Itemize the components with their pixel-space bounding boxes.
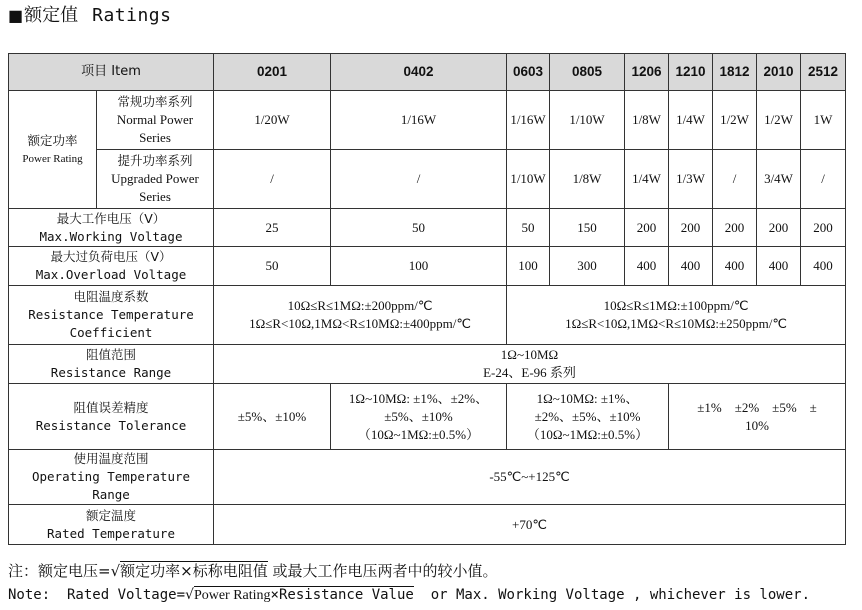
power-rating-label	[9, 91, 97, 209]
table-row-resistance-range	[9, 345, 846, 384]
cell-value: 3/4W	[757, 150, 801, 209]
normal-power-label-en2: Series	[139, 130, 171, 145]
cell-value: 100	[331, 247, 507, 286]
table-row-max-overload-voltage	[9, 247, 846, 286]
cell-value: 1/10W	[507, 150, 550, 209]
tcr-label-en1: Resistance Temperature	[28, 307, 194, 322]
table-row-normal-power	[9, 91, 846, 150]
square-root-icon: √	[185, 587, 194, 603]
header-size-2010: 2010	[757, 54, 801, 91]
tolerance-label	[9, 384, 214, 450]
note-zh-suffix: 或最大工作电压两者中的较小值。	[267, 562, 498, 580]
cell-value: 400	[757, 247, 801, 286]
power-rating-label-zh: 额定功率	[27, 132, 78, 148]
max-working-voltage-label-en: Max.Working Voltage	[39, 228, 183, 244]
max-working-voltage-label	[9, 209, 214, 247]
ratings-table	[8, 53, 846, 545]
resistance-range-line1: 1Ω~10MΩ	[500, 347, 559, 362]
cell-value: 1/2W	[713, 91, 757, 150]
cell-value: 400	[801, 247, 846, 286]
note-en-radicand-b: ×Resistance Value	[270, 587, 414, 603]
bullet-square-icon: ■	[8, 6, 24, 25]
tolerance-0402-line2: ±5%、±10%	[384, 408, 453, 424]
operating-temperature-label-en: Operating Temperature Range	[31, 469, 191, 502]
cell-value: 25	[214, 209, 331, 247]
header-size-0402: 0402	[331, 54, 507, 91]
header-size-1812: 1812	[713, 54, 757, 91]
max-overload-voltage-label-zh: 最大过负荷电压（V）	[50, 249, 172, 264]
operating-temperature-label	[9, 450, 214, 505]
tcr-high-line2: 1Ω≤R<10Ω,1MΩ<R≤10MΩ:±250ppm/℃	[565, 316, 787, 331]
resistance-range-line2: E-24、E-96 系列	[483, 365, 576, 380]
rated-temperature-cell: +70℃	[214, 505, 846, 545]
upgraded-power-label-zh: 提升功率系列	[117, 153, 193, 168]
cell-value: 200	[625, 209, 669, 247]
note-zh-radicand: 额定功率×标称电阻值	[120, 562, 268, 580]
cell-value: 50	[507, 209, 550, 247]
cell-value: 300	[550, 247, 625, 286]
tolerance-label-zh: 阻值误差精度	[73, 399, 149, 415]
tcr-label	[9, 286, 214, 345]
normal-power-label-en1: Normal Power	[116, 112, 194, 127]
power-rating-label-en: Power Rating	[22, 152, 83, 165]
rated-temperature-label-zh: 额定温度	[86, 507, 137, 523]
tolerance-mid-line2: ±2%、±5%、±10%	[534, 408, 641, 424]
cell-value: 1/20W	[214, 91, 331, 150]
note-en-radicand-a: Power Rating	[193, 588, 271, 603]
table-row-operating-temperature	[9, 450, 846, 505]
cell-value: 1/2W	[757, 91, 801, 150]
header-size-0805: 0805	[550, 54, 625, 91]
tolerance-0603-1206-cell	[507, 384, 669, 450]
tolerance-1210-2512-cell	[669, 384, 846, 450]
cell-value: 400	[625, 247, 669, 286]
tolerance-label-en: Resistance Tolerance	[35, 417, 187, 433]
cell-value: 1/16W	[507, 91, 550, 150]
header-item: 项目 Item	[9, 54, 214, 91]
operating-temperature-cell: -55℃~+125℃	[214, 450, 846, 505]
tolerance-0402-line1: 1Ω~10MΩ: ±1%、±2%、	[348, 390, 489, 406]
tcr-high-cell	[507, 286, 846, 345]
header-size-0201: 0201	[214, 54, 331, 91]
cell-value: 1/10W	[550, 91, 625, 150]
cell-value: /	[331, 150, 507, 209]
tcr-label-en2: Coefficient	[69, 325, 153, 340]
title-zh: 额定值	[24, 5, 79, 26]
cell-value: 400	[669, 247, 713, 286]
resistance-range-label-en: Resistance Range	[50, 365, 172, 380]
cell-value: 100	[507, 247, 550, 286]
tolerance-mid-line3: （10Ω~1MΩ:±0.5%）	[526, 426, 649, 442]
cell-value: 1/8W	[625, 91, 669, 150]
upgraded-power-label	[97, 150, 214, 209]
tolerance-mid-line1: 1Ω~10MΩ: ±1%、	[536, 390, 639, 406]
note-en-suffix: or Max. Working Voltage , whichever is lower.	[413, 587, 810, 603]
header-size-1206: 1206	[625, 54, 669, 91]
note-en-prefix: Note: Rated Voltage=	[8, 587, 186, 603]
cell-value: 1/3W	[669, 150, 713, 209]
table-row-rated-temperature	[9, 505, 846, 545]
cell-value: 50	[214, 247, 331, 286]
header-size-0603: 0603	[507, 54, 550, 91]
note-en-radicand	[194, 586, 414, 603]
cell-value: 1/16W	[331, 91, 507, 150]
cell-value: 1/4W	[669, 91, 713, 150]
cell-value: 1/4W	[625, 150, 669, 209]
cell-value: 50	[331, 209, 507, 247]
note-zh-prefix: 注：额定电压=	[8, 562, 111, 580]
normal-power-label	[97, 91, 214, 150]
table-row-max-working-voltage	[9, 209, 846, 247]
header-size-1210: 1210	[669, 54, 713, 91]
upgraded-power-label-en1: Upgraded Power	[111, 171, 199, 186]
tcr-high-line1: 10Ω≤R≤1MΩ:±100ppm/℃	[603, 298, 749, 313]
tolerance-large-line2: 10%	[745, 417, 769, 433]
normal-power-label-zh: 常规功率系列	[117, 94, 193, 109]
tolerance-0402-cell	[331, 384, 507, 450]
resistance-range-label-zh: 阻值范围	[86, 347, 137, 362]
rated-temperature-label-en: Rated Temperature	[47, 525, 175, 541]
tcr-label-zh: 电阻温度系数	[73, 289, 149, 304]
note-en	[8, 584, 810, 607]
cell-value: /	[801, 150, 846, 209]
table-header-row	[9, 54, 846, 91]
note-zh	[8, 560, 498, 582]
upgraded-power-label-en2: Series	[139, 189, 171, 204]
cell-value: /	[214, 150, 331, 209]
table-row-upgraded-power	[9, 150, 846, 209]
table-row-tolerance	[9, 384, 846, 450]
operating-temperature-label-zh: 使用温度范围	[73, 451, 149, 466]
header-size-2512: 2512	[801, 54, 846, 91]
cell-value: 200	[669, 209, 713, 247]
rated-temperature-label	[9, 505, 214, 545]
table-row-tcr	[9, 286, 846, 345]
max-working-voltage-label-zh: 最大工作电压（V）	[56, 210, 166, 226]
tolerance-0201-cell: ±5%、±10%	[214, 384, 331, 450]
cell-value: 1/8W	[550, 150, 625, 209]
tcr-standard-cell	[214, 286, 507, 345]
resistance-range-label	[9, 345, 214, 384]
tolerance-0402-line3: （10Ω~1MΩ:±0.5%）	[357, 426, 480, 442]
max-overload-voltage-label	[9, 247, 214, 286]
page-title	[8, 4, 171, 28]
cell-value: /	[713, 150, 757, 209]
cell-value: 200	[801, 209, 846, 247]
tcr-standard-line2: 1Ω≤R<10Ω,1MΩ<R≤10MΩ:±400ppm/℃	[249, 316, 471, 331]
cell-value: 400	[713, 247, 757, 286]
cell-value: 1W	[801, 91, 846, 150]
cell-value: 200	[713, 209, 757, 247]
cell-value: 200	[757, 209, 801, 247]
max-overload-voltage-label-en: Max.Overload Voltage	[35, 267, 187, 282]
tcr-standard-line1: 10Ω≤R≤1MΩ:±200ppm/℃	[287, 298, 433, 313]
title-en: Ratings	[92, 5, 172, 26]
cell-value: 150	[550, 209, 625, 247]
square-root-icon: √	[110, 562, 121, 580]
tolerance-large-line1: ±1% ±2% ±5% ±	[697, 399, 817, 415]
resistance-range-cell	[214, 345, 846, 384]
